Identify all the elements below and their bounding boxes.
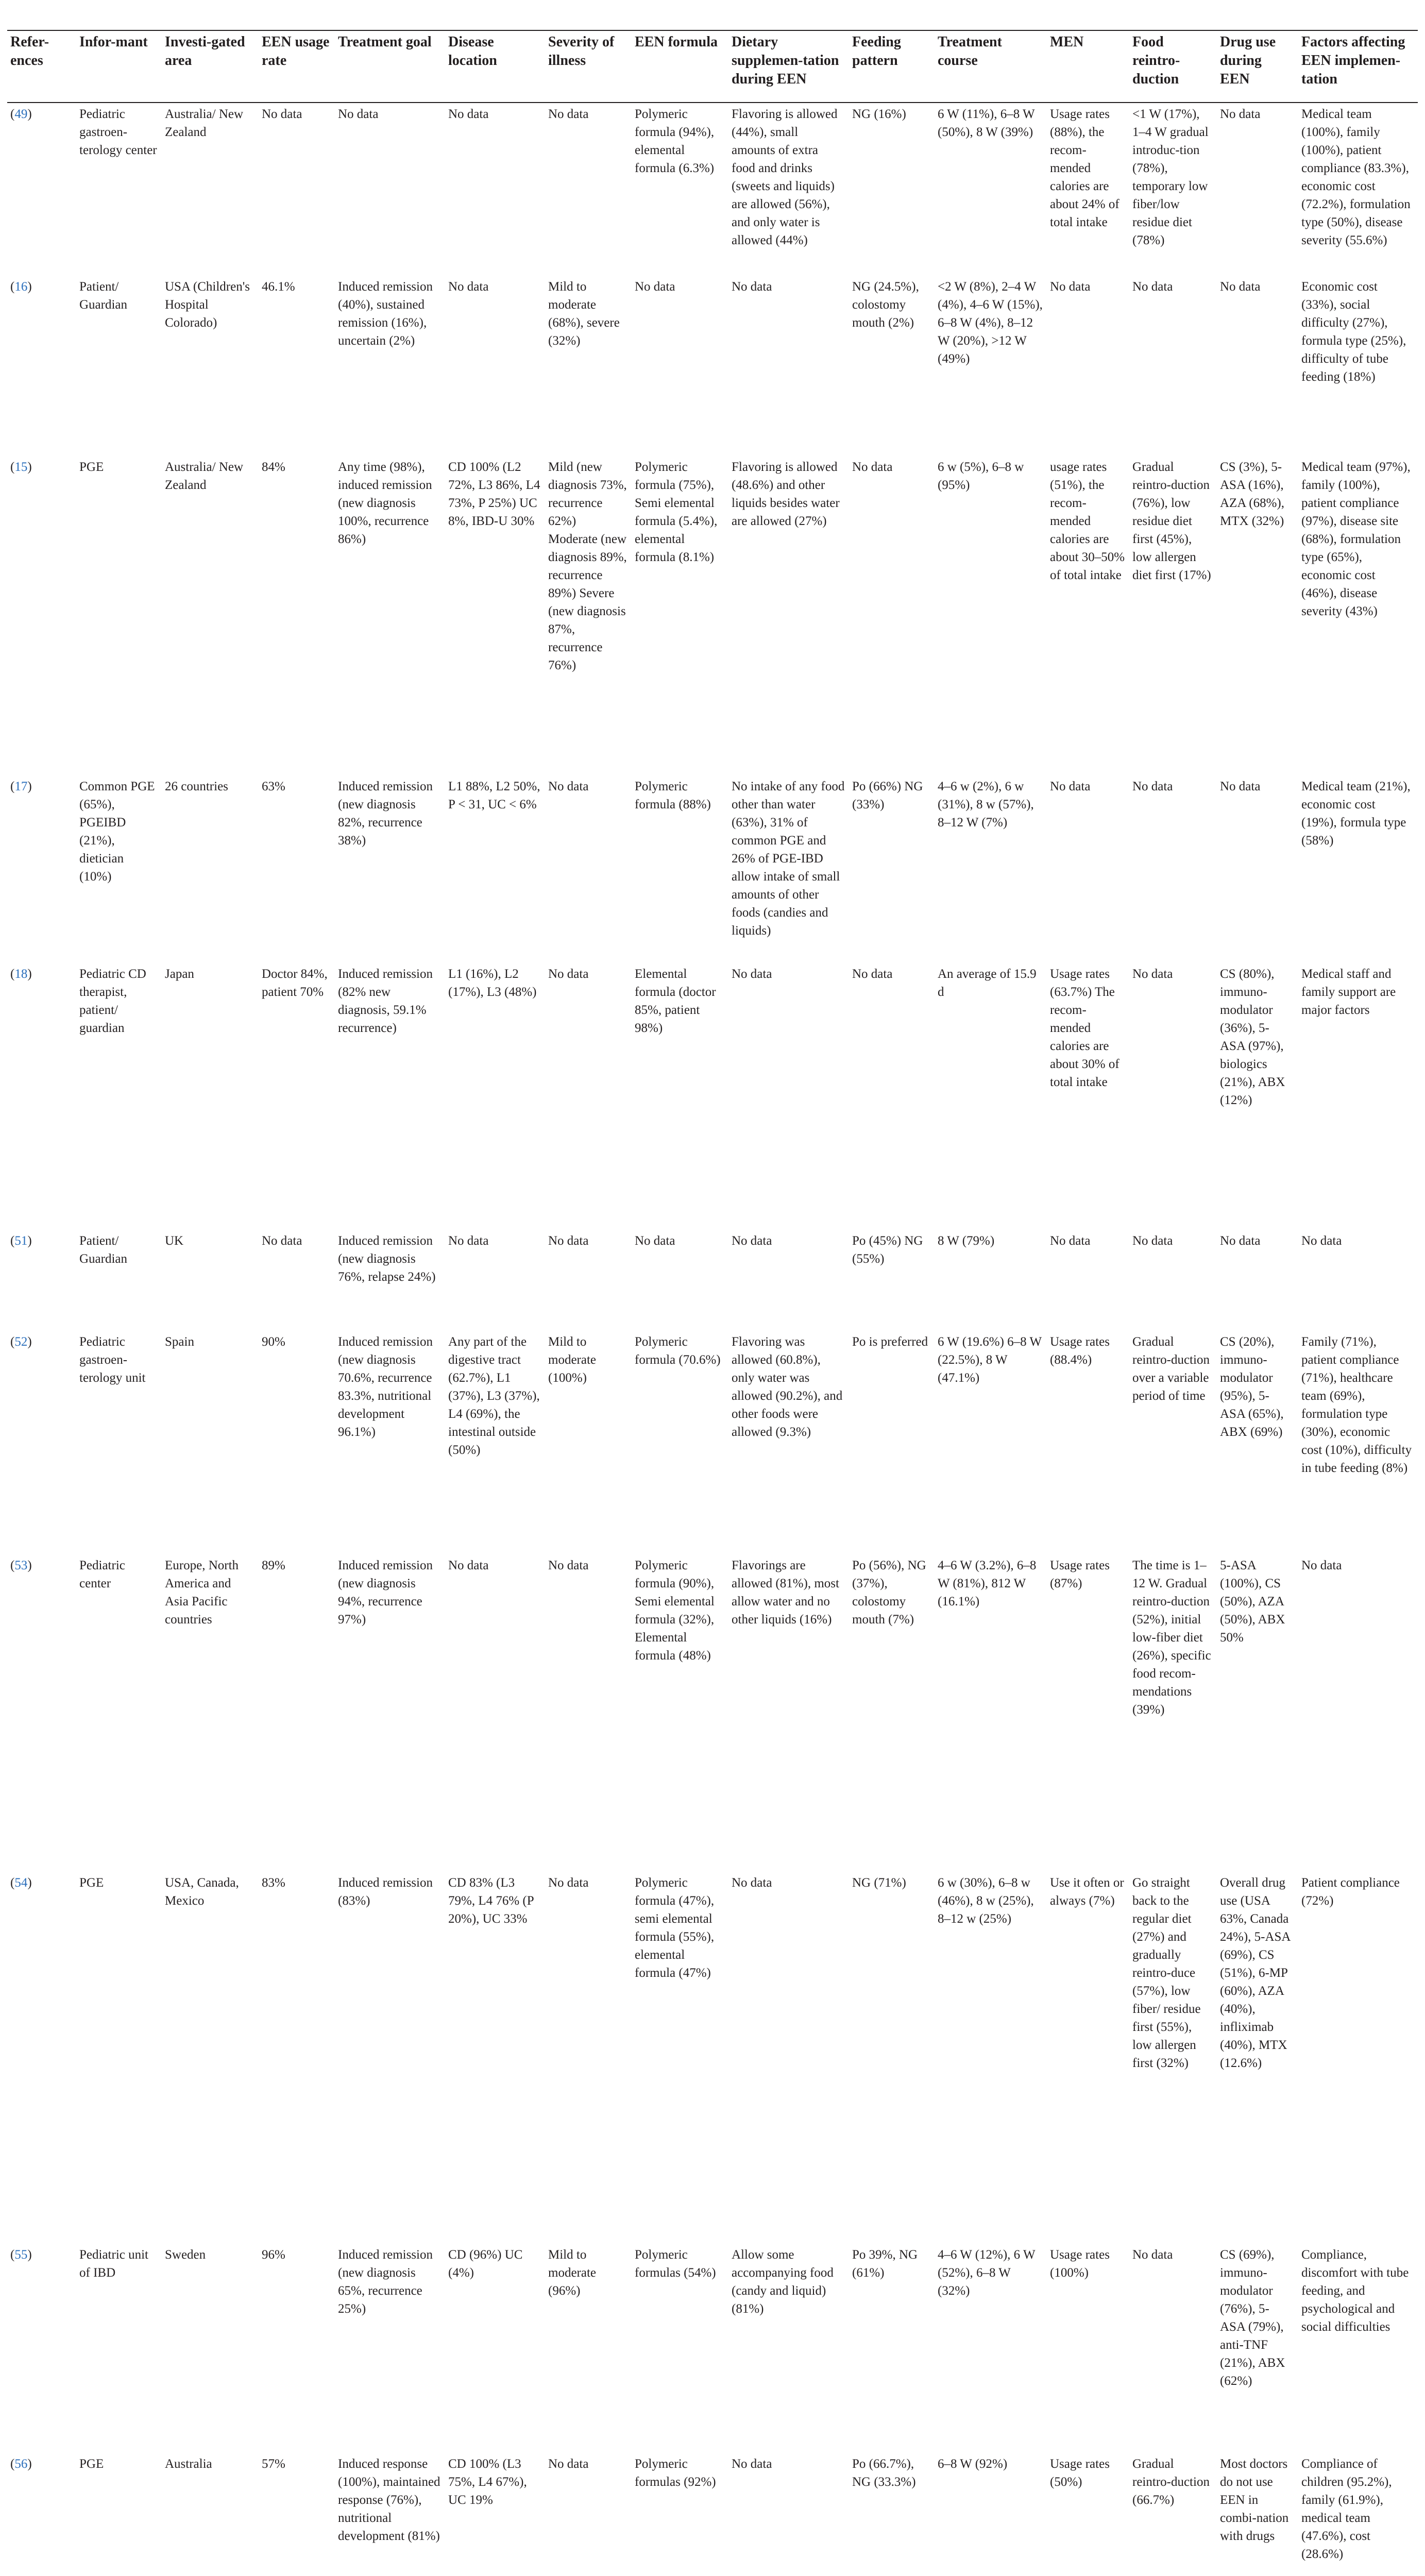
table-cell: No data	[732, 1876, 772, 1890]
column-header: Food reintro-duction	[1132, 34, 1180, 87]
reference-cell	[7, 1230, 76, 1331]
table-row	[7, 103, 1418, 276]
paren-open: (	[10, 779, 15, 793]
table-cell: PGE	[79, 2457, 104, 2471]
paren-open: (	[10, 1558, 15, 1572]
table-cell: No data	[262, 1234, 302, 1248]
table-cell: No data	[1132, 967, 1173, 981]
paren-close: )	[27, 1335, 32, 1349]
paren-open: (	[10, 280, 15, 294]
table-cell: 4–6 W (12%), 6 W (52%), 6–8 W (32%)	[938, 2248, 1036, 2298]
table-cell: 4–6 w (2%), 6 w (31%), 8 w (57%), 8–12 W (7%)	[938, 779, 1034, 829]
table-cell: Induced response (100%), maintained response (76%), nutritional development (81%)	[338, 2457, 440, 2543]
table-cell: No data	[732, 1234, 772, 1248]
reference-cell	[7, 1331, 76, 1554]
table-cell: Doctor 84%, patient 70%	[262, 967, 328, 999]
table-cell: The time is 1–12 W. Gradual reintro-duction (52%), initial low-fiber diet (26%), specific food recom-mendations (39%)	[1132, 1558, 1211, 1717]
table-cell: 26 countries	[165, 779, 228, 793]
table-cell: Flavorings are allowed (81%), most allow water and no other liquids (16%)	[732, 1558, 839, 1626]
column-header: EEN formula	[635, 34, 718, 50]
table-cell: Flavoring is allowed (48.6%) and other liquids besides water are allowed (27%)	[732, 460, 840, 528]
table-cell: NG (24.5%), colostomy mouth (2%)	[852, 280, 919, 330]
table-cell: No data	[1132, 2248, 1173, 2262]
reference-cell	[7, 2244, 76, 2453]
header-row	[7, 30, 1418, 103]
table-cell: No data	[1220, 779, 1261, 793]
reference-link[interactable]: 51	[14, 1234, 28, 1248]
table-cell: CD 100% (L3 75%, L4 67%), UC 19%	[448, 2457, 527, 2507]
column-header: Drug use during EEN	[1220, 34, 1276, 87]
column-header: Treatment goal	[338, 34, 432, 50]
table-cell: Gradual reintro-duction (66.7%)	[1132, 2457, 1210, 2507]
table-cell: Family (71%), patient compliance (71%), healthcare team (69%), formulation type (30%), economic cost (10%), difficulty in tube feeding (8%)	[1301, 1335, 1412, 1475]
table-cell: Mild to moderate (68%), severe (32%)	[548, 280, 620, 348]
table-cell: Po (66%) NG (33%)	[852, 779, 923, 811]
table-cell: Patient/ Guardian	[79, 280, 128, 312]
column-header: Refer-ences	[10, 34, 49, 69]
table-cell: Po (56%), NG (37%), colostomy mouth (7%)	[852, 1558, 926, 1626]
table-cell: Medical team (100%), family (100%), patient compliance (83.3%), economic cost (72.2%), formulation type (50%), disease severity (55.6%)	[1301, 107, 1411, 247]
table-cell: Usage rates (87%)	[1050, 1558, 1110, 1590]
table-cell: Pediatric unit of IBD	[79, 2248, 148, 2280]
table-row	[7, 1554, 1418, 1872]
table-cell: No data	[448, 280, 489, 294]
table-cell: Australia	[165, 2457, 212, 2471]
table-cell: Compliance, discomfort with tube feeding, and psychological and social difficulties	[1301, 2248, 1409, 2334]
paren-open: (	[10, 967, 15, 981]
column-header: EEN usage rate	[262, 34, 330, 69]
een-survey-table	[7, 30, 1418, 2576]
column-header: Factors affecting EEN implemen-tation	[1301, 34, 1405, 87]
reference-link[interactable]: 54	[14, 1876, 28, 1890]
reference-cell	[7, 456, 76, 775]
table-cell: Induced remission (new diagnosis 76%, relapse 24%)	[338, 1234, 436, 1284]
table-cell: Most doctors do not use EEN in combi-nation with drugs	[1220, 2457, 1289, 2543]
table-cell: Overall drug use (USA 63%, Canada 24%), 5-ASA (69%), CS (51%), 6-MP (60%), AZA (40%), infliximab (40%), MTX (12.6%)	[1220, 1876, 1291, 2070]
table-cell: Polymeric formulas (54%)	[635, 2248, 716, 2280]
table-row	[7, 456, 1418, 775]
table-cell: Po (45%) NG (55%)	[852, 1234, 923, 1266]
paren-open: (	[10, 107, 15, 121]
table-cell: No data	[732, 2457, 772, 2471]
table-cell: No data	[1050, 1234, 1091, 1248]
reference-cell	[7, 963, 76, 1230]
paren-close: )	[27, 1234, 32, 1248]
table-cell: Pediatric gastroen-terology center	[79, 107, 157, 157]
table-cell: Gradual reintro-duction over a variable period of time	[1132, 1335, 1210, 1403]
table-cell: Gradual reintro-duction (76%), low residue diet first (45%), low allergen diet first (17%)	[1132, 460, 1211, 582]
table-cell: USA (Children's Hospital Colorado)	[165, 280, 250, 330]
table-cell: Mild to moderate (100%)	[548, 1335, 597, 1385]
table-cell: No data	[732, 280, 772, 294]
table-cell: Polymeric formula (88%)	[635, 779, 711, 811]
reference-cell	[7, 775, 76, 963]
table-cell: Polymeric formula (47%), semi elemental formula (55%), elemental formula (47%)	[635, 1876, 715, 1980]
table-cell: 90%	[262, 1335, 285, 1349]
table-cell: No data	[548, 1876, 589, 1890]
table-cell: Usage rates (50%)	[1050, 2457, 1110, 2489]
reference-link[interactable]: 56	[14, 2457, 28, 2471]
table-cell: 6 W (19.6%) 6–8 W (22.5%), 8 W (47.1%)	[938, 1335, 1042, 1385]
table-cell: No data	[548, 107, 589, 121]
table-cell: 46.1%	[262, 280, 295, 294]
reference-cell	[7, 1872, 76, 2244]
table-cell: Flavoring is allowed (44%), small amounts of extra food and drinks (sweets and liquids) are allowed (56%), and only water is allowed (44%)	[732, 107, 838, 247]
table-header	[7, 30, 1418, 103]
table-cell: Use it often or always (7%)	[1050, 1876, 1124, 1908]
table-cell: Flavoring was allowed (60.8%), only water was allowed (90.2%), and other foods were allowed (9.3%)	[732, 1335, 843, 1439]
table-cell: Pediatric gastroen-terology unit	[79, 1335, 146, 1385]
table-cell: 8 W (79%)	[938, 1234, 995, 1248]
table-cell: 6–8 W (92%)	[938, 2457, 1008, 2471]
reference-link[interactable]: 15	[14, 460, 28, 474]
reference-link[interactable]: 53	[14, 1558, 28, 1572]
reference-link[interactable]: 17	[14, 779, 28, 793]
paren-close: )	[27, 2457, 32, 2471]
table-row	[7, 775, 1418, 963]
column-header: Treatment course	[938, 34, 1002, 69]
table-cell: Go straight back to the regular diet (27%) and gradually reintro-duce (57%), low fiber/ residue first (55%), low allergen first (32%)	[1132, 1876, 1201, 2070]
paren-close: )	[27, 2248, 32, 2262]
table-cell: Usage rates (100%)	[1050, 2248, 1110, 2280]
paren-open: (	[10, 1335, 15, 1349]
table-cell: No data	[732, 967, 772, 981]
reference-cell	[7, 103, 76, 276]
table-cell: No data	[548, 967, 589, 981]
table-cell: No data	[448, 1558, 489, 1572]
table-cell: No data	[338, 107, 379, 121]
table-cell: Any time (98%), induced remission (new diagnosis 100%, recurrence 86%)	[338, 460, 432, 546]
table-cell: Medical team (97%), family (100%), patient compliance (97%), disease site (68%), formulation type (65%), economic cost (46%), disease severity (43%)	[1301, 460, 1411, 618]
table-cell: 84%	[262, 460, 285, 474]
table-cell: An average of 15.9 d	[938, 967, 1037, 999]
table-row	[7, 1230, 1418, 1331]
table-cell: Polymeric formula (75%), Semi elemental formula (5.4%), elemental formula (8.1%)	[635, 460, 718, 564]
table-cell: No data	[1220, 280, 1261, 294]
table-cell: Polymeric formula (90%), Semi elemental formula (32%), Elemental formula (48%)	[635, 1558, 715, 1663]
table-cell: No data	[1132, 280, 1173, 294]
table-cell: Po is preferred	[852, 1335, 928, 1349]
table-cell: No data	[1132, 779, 1173, 793]
table-cell: Pediatric CD therapist, patient/ guardian	[79, 967, 146, 1035]
paren-close: )	[27, 1876, 32, 1890]
table-cell: Spain	[165, 1335, 194, 1349]
table-cell: No intake of any food other than water (63%), 31% of common PGE and 26% of PGE-IBD allow intake of small amounts of other foods (candies and liquids)	[732, 779, 845, 938]
table-cell: 63%	[262, 779, 285, 793]
table-cell: Allow some accompanying food (candy and liquid) (81%)	[732, 2248, 834, 2316]
reference-link[interactable]: 16	[14, 280, 28, 294]
table-cell: No data	[1301, 1234, 1342, 1248]
table-cell: usage rates (51%), the recom-mended calories are about 30–50% of total intake	[1050, 460, 1125, 582]
table-cell: Induced remission (new diagnosis 82%, recurrence 38%)	[338, 779, 433, 848]
table-cell: No data	[1220, 107, 1261, 121]
paren-close: )	[27, 1558, 32, 1572]
table-row	[7, 963, 1418, 1230]
table-cell: <2 W (8%), 2–4 W (4%), 4–6 W (15%), 6–8 W (4%), 8–12 W (20%), >12 W (49%)	[938, 280, 1043, 366]
table-body	[7, 103, 1418, 2576]
table-cell: No data	[852, 967, 893, 981]
table-cell: No data	[1220, 1234, 1261, 1248]
table-row	[7, 2244, 1418, 2453]
column-header: Dietary supplemen-tation during EEN	[732, 34, 839, 87]
table-cell: Induced remission (82% new diagnosis, 59.1% recurrence)	[338, 967, 433, 1035]
table-cell: Economic cost (33%), social difficulty (27%), formula type (25%), difficulty of tube feeding (18%)	[1301, 280, 1406, 384]
table-cell: CD 100% (L2 72%, L3 86%, L4 73%, P 25%) UC 8%, IBD-U 30%	[448, 460, 540, 528]
table-cell: Mild to moderate (96%)	[548, 2248, 597, 2298]
table-cell: No data	[1050, 779, 1091, 793]
reference-link[interactable]: 55	[14, 2248, 28, 2262]
reference-cell	[7, 276, 76, 456]
table-cell: L1 (16%), L2 (17%), L3 (48%)	[448, 967, 537, 999]
reference-cell	[7, 2453, 76, 2576]
table-cell: Induced remission (new diagnosis 70.6%, recurrence 83.3%, nutritional development 96.1%)	[338, 1335, 433, 1439]
table-cell: 6 W (11%), 6–8 W (50%), 8 W (39%)	[938, 107, 1035, 139]
table-row	[7, 1872, 1418, 2244]
table-cell: 6 w (5%), 6–8 w (95%)	[938, 460, 1024, 492]
table-cell: 96%	[262, 2248, 285, 2262]
table-cell: <1 W (17%), 1–4 W gradual introduc-tion (78%), temporary low fiber/low residue diet (78%)	[1132, 107, 1209, 247]
table-cell: Medical team (21%), economic cost (19%), formula type (58%)	[1301, 779, 1411, 848]
table-cell: Any part of the digestive tract (62.7%), L1 (37%), L3 (37%), L4 (69%), the intestinal outside (50%)	[448, 1335, 540, 1457]
table-cell: No data	[852, 460, 893, 474]
table-cell: No data	[635, 1234, 675, 1248]
table-cell: No data	[1050, 280, 1091, 294]
table-cell: Po (66.7%), NG (33.3%)	[852, 2457, 916, 2489]
table-cell: Compliance of children (95.2%), family (61.9%), medical team (47.6%), cost (28.6%)	[1301, 2457, 1392, 2561]
table-cell: Common PGE (65%), PGEIBD (21%), dietician (10%)	[79, 779, 155, 884]
table-cell: 89%	[262, 1558, 285, 1572]
table-cell: Polymeric formula (70.6%)	[635, 1335, 721, 1367]
table-cell: Usage rates (88.4%)	[1050, 1335, 1110, 1367]
paren-open: (	[10, 2248, 15, 2262]
table-cell: Induced remission (new diagnosis 65%, recurrence 25%)	[338, 2248, 433, 2316]
column-header: Feeding pattern	[852, 34, 901, 69]
table-cell: Sweden	[165, 2248, 206, 2262]
column-header: Severity of illness	[548, 34, 615, 69]
table-cell: 57%	[262, 2457, 285, 2471]
table-cell: Japan	[165, 967, 194, 981]
table-cell: NG (16%)	[852, 107, 906, 121]
reference-link[interactable]: 52	[14, 1335, 28, 1349]
table-cell: Australia/ New Zealand	[165, 107, 244, 139]
reference-link[interactable]: 18	[14, 967, 28, 981]
table-cell: 6 w (30%), 6–8 w (46%), 8 w (25%), 8–12 w (25%)	[938, 1876, 1034, 1926]
column-header: Disease location	[448, 34, 497, 69]
table-cell: CD (96%) UC (4%)	[448, 2248, 523, 2280]
table-cell: No data	[1301, 1558, 1342, 1572]
table-row	[7, 2453, 1418, 2576]
table-cell: No data	[548, 1558, 589, 1572]
reference-link[interactable]: 49	[14, 107, 28, 121]
table-cell: Induced remission (40%), sustained remission (16%), uncertain (2%)	[338, 280, 433, 348]
paren-close: )	[27, 107, 32, 121]
paren-open: (	[10, 2457, 15, 2471]
table-cell: UK	[165, 1234, 184, 1248]
paren-open: (	[10, 1876, 15, 1890]
table-cell: 4–6 W (3.2%), 6–8 W (81%), 812 W (16.1%)	[938, 1558, 1037, 1608]
table-cell: Induced remission (83%)	[338, 1876, 433, 1908]
table-cell: No data	[635, 280, 675, 294]
table-row	[7, 276, 1418, 456]
table-cell: No data	[262, 107, 302, 121]
column-header: Investi-gated area	[165, 34, 245, 69]
table-cell: No data	[448, 107, 489, 121]
table-cell: 5-ASA (100%), CS (50%), AZA (50%), ABX 50%	[1220, 1558, 1285, 1645]
table-cell: Induced remission (new diagnosis 94%, recurrence 97%)	[338, 1558, 433, 1626]
table-cell: 83%	[262, 1876, 285, 1890]
table-cell: CS (20%), immuno-modulator (95%), 5-ASA (65%), ABX (69%)	[1220, 1335, 1284, 1439]
table-cell: No data	[548, 2457, 589, 2471]
table-cell: CD 83% (L3 79%, L4 76% (P 20%), UC 33%	[448, 1876, 534, 1926]
table-cell: Polymeric formulas (92%)	[635, 2457, 716, 2489]
table-cell: Patient/ Guardian	[79, 1234, 128, 1266]
column-header: Infor-mant	[79, 34, 148, 50]
paren-close: )	[27, 460, 32, 474]
table-cell: Europe, North America and Asia Pacific countries	[165, 1558, 239, 1626]
table-cell: No data	[548, 1234, 589, 1248]
paren-close: )	[27, 779, 32, 793]
column-header: MEN	[1050, 34, 1084, 50]
table-cell: PGE	[79, 460, 104, 474]
paren-open: (	[10, 460, 15, 474]
table-cell: NG (71%)	[852, 1876, 906, 1890]
table-cell: CS (69%), immuno-modulator (76%), 5-ASA (79%), anti-TNF (21%), ABX (62%)	[1220, 2248, 1285, 2388]
table-cell: No data	[1132, 1234, 1173, 1248]
table-cell: CS (80%), immuno-modulator (36%), 5-ASA (97%), biologics (21%), ABX (12%)	[1220, 967, 1285, 1107]
table-cell: L1 88%, L2 50%, P < 31, UC < 6%	[448, 779, 540, 811]
table-cell: Usage rates (88%), the recom-mended calories are about 24% of total intake	[1050, 107, 1119, 229]
table-cell: USA, Canada, Mexico	[165, 1876, 239, 1908]
table-cell: Polymeric formula (94%), elemental formula (6.3%)	[635, 107, 715, 175]
reference-cell	[7, 1554, 76, 1872]
table-cell: No data	[548, 779, 589, 793]
table-cell: CS (3%), 5-ASA (16%), AZA (68%), MTX (32%)	[1220, 460, 1284, 528]
paren-open: (	[10, 1234, 15, 1248]
table-cell: Medical staff and family support are major factors	[1301, 967, 1396, 1017]
table-row	[7, 1331, 1418, 1554]
table-cell: Australia/ New Zealand	[165, 460, 244, 492]
table-cell: Pediatric center	[79, 1558, 125, 1590]
table-cell: Usage rates (63.7%) The recom-mended calories are about 30% of total intake	[1050, 967, 1119, 1089]
paren-close: )	[27, 967, 32, 981]
paren-close: )	[27, 280, 32, 294]
table-cell: Patient compliance (72%)	[1301, 1876, 1400, 1908]
table-cell: PGE	[79, 1876, 104, 1890]
table-cell: Po 39%, NG (61%)	[852, 2248, 918, 2280]
table-cell: No data	[448, 1234, 489, 1248]
table-cell: Mild (new diagnosis 73%, recurrence 62%) Moderate (new diagnosis 89%, recurrence 89%) Severe (new diagnosis 87%, recurrence 76%)	[548, 460, 627, 672]
table-cell: Elemental formula (doctor 85%, patient 98%)	[635, 967, 716, 1035]
